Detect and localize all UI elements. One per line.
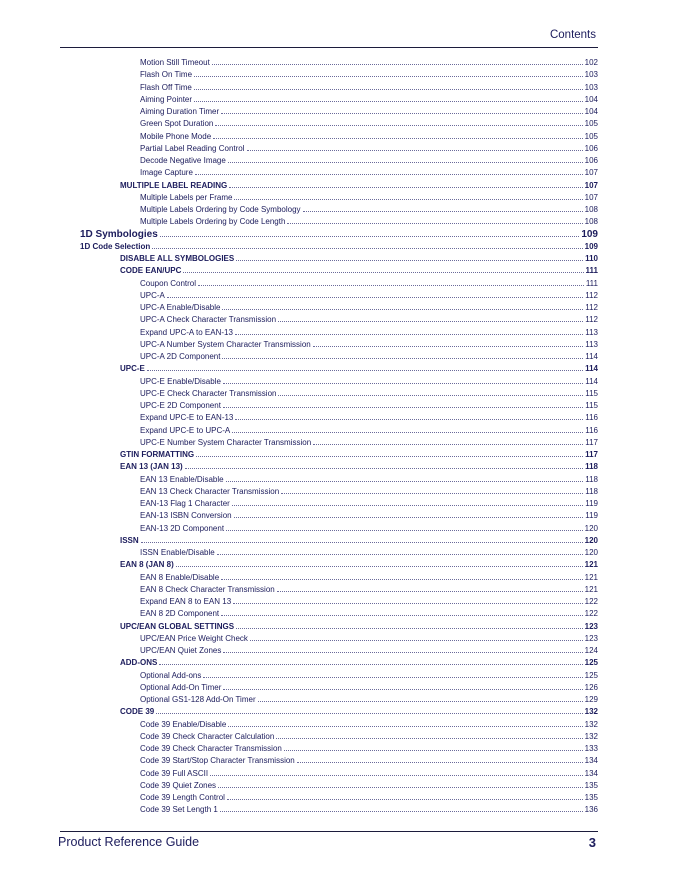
toc-entry[interactable] [140,105,598,117]
toc-entry-page: 104 [584,107,598,116]
dot-leader [276,730,582,739]
toc-entry-page: 114 [585,364,598,374]
toc-entry-page: 122 [584,597,598,606]
toc-entry[interactable] [140,313,598,325]
toc-entry-label: Image Capture [140,168,193,178]
dot-leader [278,313,583,322]
toc-entry-page: 121 [584,560,598,570]
toc-entry-page: 122 [584,609,598,619]
dot-leader [185,460,583,469]
toc-entry-label: Multiple Labels Ordering by Code Length [140,217,286,227]
toc-entry-label: Code 39 Check Character Transmission [140,744,282,753]
toc-entry[interactable] [140,546,598,558]
toc-entry[interactable] [140,485,598,497]
toc-entry-page: 109 [584,241,598,251]
dot-leader [223,399,583,408]
dot-leader [281,485,583,494]
toc-entry[interactable] [120,362,598,374]
toc-entry[interactable] [140,509,598,521]
dot-leader [250,632,583,641]
toc-entry-label: Expand UPC-E to EAN-13 [140,413,234,423]
toc-entry-label: EAN-13 2D Component [140,523,225,533]
dot-leader [194,93,583,102]
toc-entry-label: UPC-E 2D Component [140,401,221,410]
toc-entry-label: Mobile Phone Mode [140,131,212,141]
dot-leader [223,681,582,690]
toc-entry-page: 118 [585,462,598,472]
toc-entry[interactable] [120,558,598,570]
toc-entry-page: 132 [584,731,598,741]
toc-entry-page: 123 [584,621,598,631]
dot-leader [195,166,583,175]
dot-leader [226,522,583,531]
dot-leader [212,56,583,65]
dot-leader [222,301,583,310]
toc-entry-page: 117 [585,450,598,459]
toc-entry-label: UPC-A Enable/Disable [140,303,221,312]
toc-entry-page: 105 [584,119,598,129]
dot-leader [221,105,583,114]
toc-entry-page: 107 [584,192,598,202]
toc-entry-page: 120 [584,535,598,545]
toc-entry-label: 1D Symbologies [80,228,158,240]
toc-entry[interactable] [140,350,598,362]
toc-entry-label: Motion Still Timeout [140,58,210,67]
toc-entry-page: 120 [584,523,598,533]
toc-entry-label: Flash On Time [140,70,193,80]
toc-entry-label: UPC/EAN GLOBAL SETTINGS [120,621,235,631]
dot-leader [221,607,582,616]
toc-entry-label: GTIN FORMATTING [120,450,195,459]
toc-entry-label: ADD-ONS [120,658,158,668]
toc-entry-label: Optional Add-ons [140,670,202,680]
header-divider [60,47,598,48]
header-title: Contents [549,29,596,41]
toc-entry-page: 102 [584,58,598,67]
dot-leader [235,326,583,335]
toc-entry-label: UPC-A Number System Character Transmission [140,339,311,349]
dot-leader [198,277,584,286]
dot-leader [284,742,583,751]
dot-leader [233,595,582,604]
dot-leader [303,203,583,212]
dot-leader [218,779,583,788]
toc-entry[interactable] [140,191,598,203]
dot-leader [232,497,583,506]
toc-entry-label: EAN-13 Flag 1 Character [140,499,230,508]
toc-entry[interactable] [140,742,598,754]
toc-entry-page: 104 [584,94,598,104]
toc-entry-label: UPC-A [140,290,165,300]
toc-entry-label: Aiming Pointer [140,94,193,104]
dot-leader [141,534,583,543]
toc-entry[interactable] [140,203,598,215]
toc-entry-page: 115 [585,388,598,398]
dot-leader [160,228,580,237]
dot-leader [234,509,584,518]
dot-leader [213,130,582,139]
toc-entry[interactable] [140,142,598,154]
toc-entry-label: ISSN Enable/Disable [140,548,215,557]
dot-leader [258,693,583,702]
toc-entry-page: 108 [584,217,598,227]
toc-entry-page: 112 [585,315,598,325]
toc-entry[interactable] [140,644,598,656]
toc-entry[interactable] [140,497,598,509]
dot-leader [176,558,583,567]
toc-entry[interactable] [120,252,598,264]
toc-entry[interactable] [80,240,598,252]
toc-entry[interactable] [140,215,598,227]
toc-entry-label: Green Spot Duration [140,119,214,129]
dot-leader [156,705,582,714]
toc-entry-page: 134 [584,756,598,766]
dot-leader [236,252,583,261]
toc-entry-label: MULTIPLE LABEL READING [120,180,228,190]
toc-entry[interactable] [120,656,598,668]
toc-entry[interactable] [140,68,598,80]
dot-leader [287,215,582,224]
toc-entry-label: UPC/EAN Quiet Zones [140,646,222,655]
toc-entry-label: Code 39 Check Character Calculation [140,731,275,741]
toc-entry[interactable] [120,460,598,472]
toc-entry[interactable] [140,436,598,448]
toc-entry-page: 105 [584,131,598,141]
toc-entry[interactable] [120,534,598,546]
dot-leader [247,142,583,151]
dot-leader [228,154,583,163]
toc-entry-page: 125 [584,670,598,680]
toc-entry[interactable] [140,473,598,485]
toc-entry[interactable] [120,179,598,191]
toc-entry[interactable] [120,620,598,632]
toc-entry-label: Decode Negative Image [140,156,226,165]
dot-leader [217,546,583,555]
toc-entry[interactable] [140,424,598,436]
dot-leader [194,68,583,77]
dot-leader [222,350,583,359]
toc-entry-label: EAN 8 Check Character Transmission [140,584,275,594]
toc-entry-label: UPC-E [120,364,145,374]
toc-entry[interactable] [140,583,598,595]
toc-entry[interactable] [140,154,598,166]
toc-entry[interactable] [140,693,598,705]
toc-entry-label: EAN 13 Enable/Disable [140,474,224,484]
toc-entry[interactable] [140,669,598,681]
dot-leader [167,289,583,298]
toc-entry[interactable] [140,326,598,338]
toc-entry-page: 103 [584,70,598,80]
toc-entry[interactable] [140,338,598,350]
dot-leader [210,767,583,776]
toc-entry[interactable] [140,81,598,93]
toc-entry[interactable] [140,730,598,742]
dot-leader [147,362,583,371]
toc-entry-label: Optional Add-On Timer [140,682,222,692]
dot-leader [221,571,582,580]
toc-entry[interactable] [140,375,598,387]
toc-entry-page: 119 [585,511,598,521]
toc-entry-page: 114 [585,376,598,386]
toc-entry[interactable] [140,289,598,301]
toc-entry-label: UPC/EAN Price Weight Check [140,633,248,643]
dot-leader [159,656,582,665]
dot-leader [235,411,583,420]
toc-entry-label: EAN 8 (JAN 8) [120,560,174,570]
dot-leader [313,338,584,347]
toc-entry-label: EAN-13 ISBN Conversion [140,511,232,521]
toc-entry-page: 106 [584,143,598,153]
toc-entry-page: 116 [585,413,598,423]
toc-entry-page: 124 [584,646,598,655]
toc-entry-label: EAN 8 Enable/Disable [140,572,220,582]
toc-entry[interactable] [140,411,598,423]
dot-leader [228,718,582,727]
toc-entry-page: 133 [584,744,598,753]
toc-entry-label: Multiple Labels per Frame [140,192,233,202]
toc-entry[interactable] [140,56,598,68]
toc-entry[interactable] [140,632,598,644]
toc-entry-label: Code 39 Quiet Zones [140,780,217,790]
dot-leader [236,620,583,629]
toc-entry-label: Expand UPC-A to EAN-13 [140,327,233,337]
toc-entry-label: Partial Label Reading Control [140,143,245,153]
toc-entry-label: CODE 39 [120,707,155,717]
toc-entry-page: 135 [584,780,598,790]
toc-entry-page: 108 [584,205,598,214]
toc-entry-label: EAN 13 (JAN 13) [120,462,183,472]
toc-entry-page: 111 [585,278,598,288]
toc-entry[interactable] [140,595,598,607]
dot-leader [297,754,583,763]
toc-entry-label: Flash Off Time [140,82,192,92]
dot-leader [278,387,583,396]
dot-leader [313,436,583,445]
toc-entry-page: 123 [584,633,598,643]
toc-entry-label: EAN 8 2D Component [140,609,220,619]
toc-entry-page: 114 [585,352,598,361]
toc-entry[interactable] [140,571,598,583]
dot-leader [215,117,582,126]
toc-entry[interactable] [140,803,598,815]
toc-entry-page: 107 [584,168,598,178]
toc-entry-page: 135 [584,793,598,802]
toc-entry-label: Code 39 Length Control [140,793,225,802]
toc-entry[interactable] [140,522,598,534]
toc-entry-page: 106 [584,156,598,165]
toc-entry-page: 103 [584,82,598,92]
toc-entry-page: 119 [585,499,598,508]
toc-entry-page: 111 [585,266,598,276]
toc-entry[interactable] [80,228,598,240]
toc-entry-label: Code 39 Full ASCII [140,768,209,778]
dot-leader [223,375,583,384]
toc-entry-page: 134 [584,768,598,778]
dot-leader [234,191,582,200]
toc-entry-label: Expand EAN 8 to EAN 13 [140,597,232,606]
toc-entry-label: UPC-E Enable/Disable [140,376,221,386]
toc-entry-label: Aiming Duration Timer [140,107,220,116]
dot-leader [196,448,583,457]
toc-entry-page: 132 [584,707,598,717]
toc-entry-page: 120 [584,548,598,557]
toc-entry-page: 112 [585,290,598,300]
toc-entry-label: Code 39 Start/Stop Character Transmission [140,756,295,766]
toc-entry[interactable] [140,681,598,693]
toc-entry-page: 118 [585,486,598,496]
toc-entry-page: 113 [585,339,598,349]
dot-leader [183,264,583,273]
dot-leader [194,81,583,90]
toc-entry[interactable] [120,448,598,460]
toc-entry-label: UPC-E Check Character Transmission [140,388,277,398]
toc-entry[interactable] [140,387,598,399]
toc-entry[interactable] [120,264,598,276]
toc-entry-label: Expand UPC-E to UPC-A [140,425,231,435]
toc-entry-page: 107 [584,180,598,190]
toc-entry-page: 118 [585,474,598,484]
toc-entry[interactable] [120,705,598,717]
toc-entry-page: 117 [585,437,598,447]
dot-leader [232,424,583,433]
dot-leader [223,644,582,653]
toc-entry[interactable] [140,277,598,289]
toc-entry[interactable] [140,791,598,803]
toc-entry[interactable] [140,93,598,105]
dot-leader [227,791,583,800]
toc-entry-label: EAN 13 Check Character Transmission [140,486,280,496]
toc-entry-page: 129 [584,695,598,704]
toc-entry-label: UPC-A Check Character Transmission [140,315,277,325]
toc-entry[interactable] [140,399,598,411]
footer-page-number: 3 [588,835,596,850]
toc-entry-label: Code 39 Set Length 1 [140,805,218,815]
toc-entry[interactable] [140,754,598,766]
toc-entry[interactable] [140,130,598,142]
dot-leader [226,473,584,482]
toc-entry-page: 116 [585,425,598,435]
toc-entry-label: CODE EAN/UPC [120,266,182,276]
toc-entry-page: 109 [581,228,598,240]
toc-entry-page: 132 [584,719,598,729]
toc-entry-page: 115 [585,401,598,410]
dot-leader [220,803,583,812]
toc-entry-label: UPC-E Number System Character Transmission [140,437,312,447]
toc-entry-label: Coupon Control [140,278,197,288]
toc-entry-label: DISABLE ALL SYMBOLOGIES [120,254,235,263]
toc-entry-label: ISSN [120,535,139,545]
toc-entry-label: 1D Code Selection [80,241,151,251]
footer-divider [60,831,598,832]
toc-entry[interactable] [140,779,598,791]
toc-entry-label: Code 39 Enable/Disable [140,719,227,729]
toc-entry-label: Optional GS1-128 Add-On Timer [140,695,256,704]
toc-entry[interactable] [140,767,598,779]
toc-entry-page: 126 [584,682,598,692]
toc-entry[interactable] [140,166,598,178]
toc-entry[interactable] [140,117,598,129]
toc-entry[interactable] [140,301,598,313]
toc-entry[interactable] [140,718,598,730]
toc-entry-page: 125 [584,658,598,668]
dot-leader [152,240,582,249]
dot-leader [277,583,583,592]
toc-entry-label: Multiple Labels Ordering by Code Symbology [140,205,301,214]
toc-entry-page: 110 [585,254,598,263]
toc-entry-page: 121 [584,584,598,594]
footer-guide-title: Product Reference Guide [58,835,200,849]
toc-entry-label: UPC-A 2D Component [140,352,221,361]
toc-entry-page: 112 [585,303,598,312]
dot-leader [229,179,582,188]
toc-entry-page: 113 [585,327,598,337]
toc-entry-page: 121 [584,572,598,582]
toc-entry-page: 136 [584,805,598,815]
dot-leader [203,669,582,678]
toc-entry[interactable] [140,607,598,619]
